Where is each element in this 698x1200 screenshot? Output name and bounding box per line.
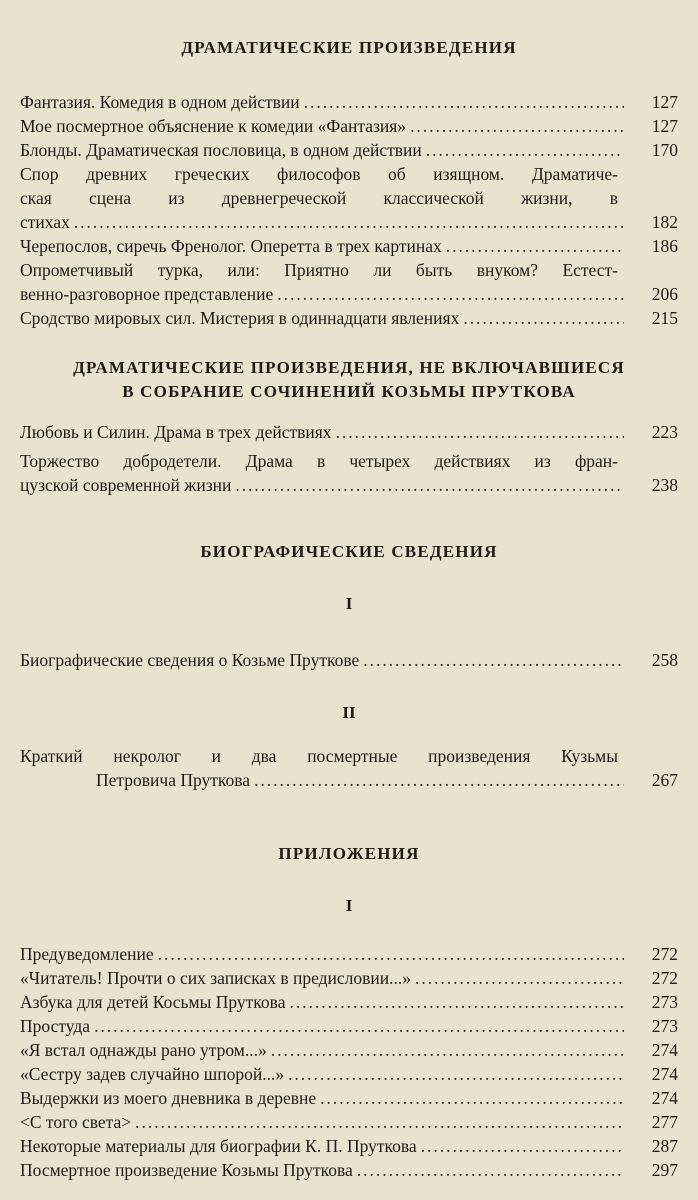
page-number: 206 — [651, 284, 678, 304]
entry-title-line: Спор древних греческих философов об изящном. Драматиче- — [20, 164, 618, 184]
page-number: 272 — [651, 944, 678, 964]
page-number: 223 — [651, 422, 678, 442]
page-number: 273 — [651, 1016, 678, 1036]
page-number: 215 — [651, 308, 678, 328]
toc-entry[interactable] — [20, 1158, 678, 1182]
section-heading-biographical: БИОГРАФИЧЕСКИЕ СВЕДЕНИЯ — [200, 542, 498, 561]
leader-dots — [254, 768, 624, 792]
page-number: 274 — [651, 1064, 678, 1084]
entry-title: Выдержки из моего дневника в деревне — [20, 1088, 317, 1108]
toc-entry[interactable] — [20, 234, 678, 258]
entry-title-line: Петровича Пруткова — [96, 770, 251, 790]
entry-title: Азбука для детей Косьмы Пруткова — [20, 992, 286, 1012]
entry-title: «Читатель! Прочти о сих записках в предисловии...» — [20, 968, 412, 988]
leader-dots — [357, 1158, 624, 1182]
toc-entry[interactable] — [20, 966, 678, 990]
entry-title: Простуда — [20, 1016, 91, 1036]
leader-dots — [410, 114, 624, 138]
part-number: I — [345, 594, 353, 613]
toc-list-appendices — [20, 942, 678, 1182]
toc-entry[interactable] — [20, 138, 678, 162]
leader-dots — [320, 1086, 624, 1110]
entry-title: Черепослов, сиречь Френолог. Оперетта в трех картинах — [20, 236, 442, 256]
page-number: 182 — [651, 212, 678, 232]
leader-dots — [304, 90, 624, 114]
page-number: 274 — [651, 1088, 678, 1108]
page-number: 127 — [651, 116, 678, 136]
entry-title: «Я встал однажды рано утром...» — [20, 1040, 267, 1060]
toc-entry[interactable] — [20, 420, 678, 444]
toc-entry[interactable] — [20, 1110, 678, 1134]
leader-dots — [74, 210, 624, 234]
page-number: 274 — [651, 1040, 678, 1060]
entry-title: Некоторые материалы для биографии К. П. Пруткова — [20, 1136, 417, 1156]
entry-title-line: цузской современной жизни — [20, 475, 232, 495]
page-number: 127 — [651, 92, 678, 112]
page-number: 277 — [651, 1112, 678, 1132]
entry-title-line: Торжество добродетели. Драма в четырех действиях из фран- — [20, 451, 618, 471]
leader-dots — [158, 942, 624, 966]
page-number: 186 — [651, 236, 678, 256]
toc-entry[interactable] — [20, 90, 678, 114]
page-number: 273 — [651, 992, 678, 1012]
leader-dots — [463, 306, 624, 330]
entry-title: Сродство мировых сил. Мистерия в одиннадцати явлениях — [20, 308, 460, 328]
toc-entry[interactable] — [20, 990, 678, 1014]
toc-entry[interactable] — [20, 942, 678, 966]
leader-dots — [271, 1038, 624, 1062]
toc-entry[interactable] — [20, 648, 678, 672]
leader-dots — [363, 648, 624, 672]
entry-title: <С того света> — [20, 1112, 132, 1132]
leader-dots — [135, 1110, 624, 1134]
toc-entry[interactable] — [20, 1134, 678, 1158]
toc-entry[interactable] — [20, 1062, 678, 1086]
page-number: 170 — [651, 140, 678, 160]
page-number: 258 — [651, 650, 678, 670]
toc-entry[interactable] — [20, 1038, 678, 1062]
leader-dots — [336, 420, 624, 444]
toc-entry[interactable] — [20, 162, 678, 234]
entry-title: Посмертное произведение Козьмы Пруткова — [20, 1160, 353, 1180]
leader-dots — [288, 1062, 624, 1086]
leader-dots — [277, 282, 624, 306]
entry-title: Фантазия. Комедия в одном действии — [20, 92, 300, 112]
page-number: 272 — [651, 968, 678, 988]
entry-title-line: Краткий некролог и два посмертные произведения Кузьмы — [20, 746, 618, 766]
toc-entry[interactable] — [20, 744, 678, 792]
entry-title: Биографические сведения о Козьме Пруткове — [20, 650, 360, 670]
page-number: 297 — [651, 1160, 678, 1180]
part-number: I — [345, 896, 353, 915]
entry-title: «Сестру задев случайно шпорой...» — [20, 1064, 285, 1084]
entry-title: Блонды. Драматическая пословица, в одном действии — [20, 140, 422, 160]
leader-dots — [235, 473, 624, 497]
leader-dots — [289, 990, 624, 1014]
leader-dots — [415, 966, 624, 990]
part-number: II — [342, 703, 356, 722]
entry-title: Мое посмертное объяснение к комедии «Фантазия» — [20, 116, 407, 136]
toc-entry[interactable] — [20, 449, 678, 497]
entry-title-line: Опрометчивый турка, или: Приятно ли быть внуком? Естест- — [20, 260, 618, 280]
section-heading-dramatic: ДРАМАТИЧЕСКИЕ ПРОИЗВЕДЕНИЯ — [181, 38, 517, 57]
page-number: 287 — [651, 1136, 678, 1156]
section-heading-dramatic-excluded: ДРАМАТИЧЕСКИЕ ПРОИЗВЕДЕНИЯ, НЕ ВКЛЮЧАВШИЕСЯ В СОБРАНИЕ СОЧИНЕНИЙ КОЗЬМЫ ПРУТКОВА — [73, 358, 625, 401]
leader-dots — [94, 1014, 624, 1038]
toc-entry[interactable] — [20, 258, 678, 306]
entry-title-line: ская сцена из древнегреческой классической жизни, в — [20, 188, 618, 208]
entry-title: Любовь и Силин. Драма в трех действиях — [20, 422, 332, 442]
page-number: 238 — [651, 475, 678, 495]
entry-title-line: венно-разговорное представление — [20, 284, 274, 304]
leader-dots — [446, 234, 624, 258]
toc-entry[interactable] — [20, 1086, 678, 1110]
leader-dots — [426, 138, 624, 162]
section-heading-appendices: ПРИЛОЖЕНИЯ — [278, 844, 420, 863]
entry-title: Предуведомление — [20, 944, 154, 964]
entry-title-line: стихах — [20, 212, 70, 232]
page-number: 267 — [651, 770, 678, 790]
toc-entry[interactable] — [20, 1014, 678, 1038]
leader-dots — [421, 1134, 624, 1158]
toc-entry[interactable] — [20, 114, 678, 138]
toc-entry[interactable] — [20, 306, 678, 330]
